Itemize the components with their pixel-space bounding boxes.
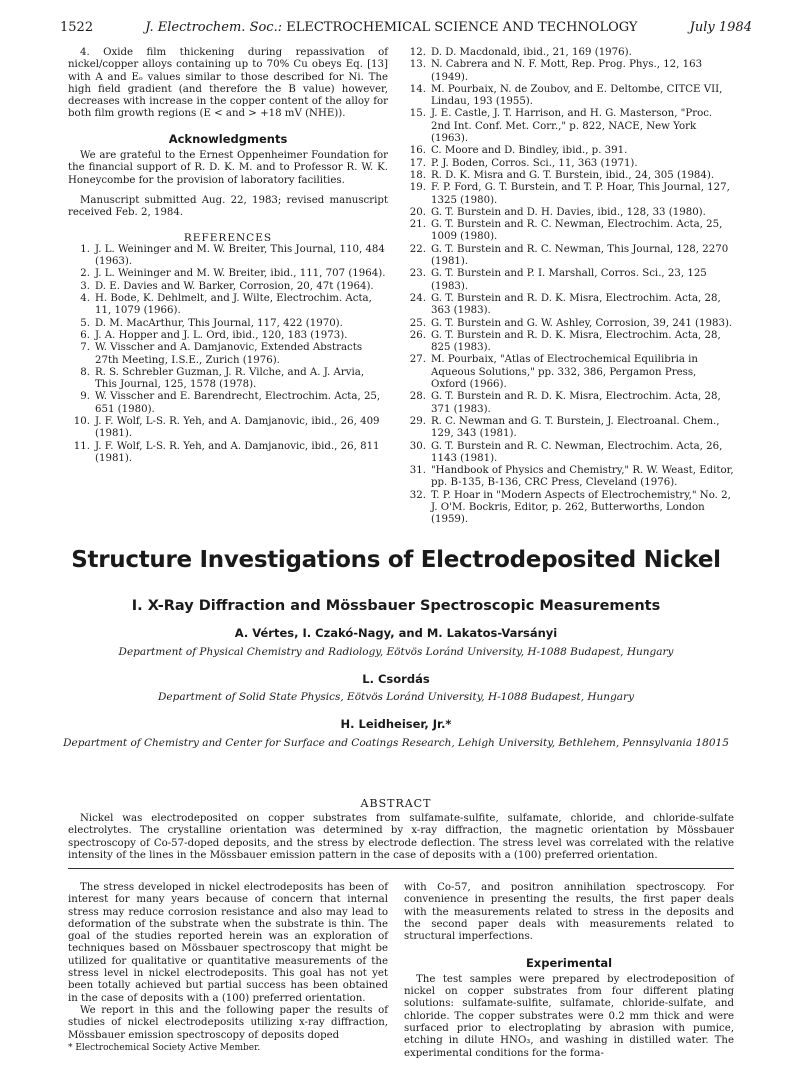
reference-text: G. T. Burstein and R. D. K. Misra, Electrochim. Acta, 28, 825 (1983). [431, 329, 721, 354]
reference-number: 23. [409, 268, 426, 280]
reference-item [68, 342, 388, 367]
reference-number: 15. [409, 108, 426, 120]
reference-item [68, 244, 388, 269]
affiliation-3: Department of Chemistry and Center for Surface and Coatings Research, Lehigh University, Bethlehem, Pennsylvania 18015 [63, 737, 729, 749]
references-list-right [404, 47, 734, 527]
reference-text: G. T. Burstein and P. I. Marshall, Corros. Sci., 23, 125 (1983). [431, 268, 707, 292]
reference-number: 13. [409, 59, 426, 71]
reference-number: 27. [409, 354, 426, 366]
reference-item [404, 182, 734, 207]
conclusion-paragraph: 4. Oxide film thickening during repassivation of nickel/copper alloys containing up to 70% Cu obeys Eq. [13] with A and Eₒ values similar to those described for Ni. The high field gradient (and therefore the B value) however, decreases with increase in the copper content of the alloy for both film growth regions (E < and > +18 mV (NHE)). [68, 47, 388, 120]
reference-text: G. T. Burstein and R. C. Newman, Electrochim. Acta, 26, 1143 (1981). [431, 440, 723, 464]
reference-text: R. C. Newman and G. T. Burstein, J. Electroanal. Chem., 129, 343 (1981). [431, 415, 720, 440]
reference-number: 20. [409, 206, 426, 218]
reference-text: J. L. Weininger and M. W. Breiter, This Journal, 110, 484 (1963). [95, 243, 385, 268]
affiliation-2: Department of Solid State Physics, Eötvös Loránd University, H-1088 Budapest, Hungary [157, 691, 635, 703]
reference-number: 25. [409, 317, 426, 329]
journal-name: J. Electrochem. Soc.: ELECTROCHEMICAL SCIENCE AND TECHNOLOGY [145, 20, 638, 35]
reference-number: 14. [409, 83, 426, 95]
reference-item [404, 170, 734, 182]
reference-item [404, 59, 734, 84]
reference-text: W. Visscher and E. Barendrecht, Electrochim. Acta, 25, 651 (1980). [95, 391, 381, 415]
reference-number: 4. [80, 293, 90, 305]
reference-text: H. Bode, K. Dehlmelt, and J. Wilte, Electrochim. Acta, 11, 1079 (1966). [95, 293, 372, 317]
reference-item [404, 293, 734, 318]
reference-text: T. P. Hoar in "Modern Aspects of Electrochemistry," No. 2, J. O'M. Bockris, Editor, p. 262, Butterworths, London (1959). [431, 489, 731, 526]
article-title: Structure Investigations of Electrodeposited Nickel [71, 547, 721, 573]
reference-item [68, 367, 388, 392]
reference-text: G. T. Burstein and R. C. Newman, Electrochim. Acta, 25, 1009 (1980). [431, 219, 723, 243]
reference-text: D. D. Macdonald, ibid., 21, 169 (1976). [431, 47, 632, 58]
reference-text: G. T. Burstein and G. W. Ashley, Corrosion, 39, 241 (1983). [431, 317, 733, 329]
reference-item [404, 219, 734, 244]
authors-line-3: H. Leidheiser, Jr.* [340, 717, 452, 731]
reference-item [404, 158, 734, 170]
reference-text: M. Pourbaix, N. de Zoubov, and E. Deltombe, CITCE VII, Lindau, 193 (1955). [431, 83, 723, 108]
reference-item [404, 465, 734, 490]
reference-item [68, 281, 388, 293]
reference-number: 28. [409, 391, 426, 403]
reference-text: J. F. Wolf, L-S. R. Yeh, and A. Damjanovic, ibid., 26, 811 (1981). [95, 440, 380, 464]
reference-number: 8. [80, 366, 90, 378]
reference-number: 24. [409, 292, 426, 304]
article-subtitle: I. X-Ray Diffraction and Mössbauer Spectroscopic Measurements [131, 598, 661, 614]
reference-number: 5. [80, 317, 90, 329]
reference-item [404, 47, 734, 59]
abstract-text: Nickel was electrodeposited on copper substrates from sulfamate-sulfite, sulfamate, chloride, and chloride-sulfate electrolytes. The crystalline orientation was determined by x-ray diffraction, the magnetic orientation by Mössbauer spectroscopy of Co-57-doped deposits, and the stress by electrode deflection. The stress level was correlated with the relative intensity of the lines in the Mössbauer emission pattern in the case of deposits with a (100) preferred orientation. [68, 813, 734, 861]
abstract-divider [68, 868, 734, 869]
affiliation-1: Department of Physical Chemistry and Radiology, Eötvös Loránd University, H-1088 Budapest, Hungary [118, 646, 674, 658]
reference-number: 11. [73, 440, 90, 452]
reference-item [68, 268, 388, 280]
acknowledgments-text: We are grateful to the Ernest Oppenheimer Foundation for the financial support of R. D. K. M. and to Professor R. W. K. Honeycombe for the provision of laboratory facilities. [68, 150, 388, 186]
reference-item [404, 441, 734, 466]
reference-text: G. T. Burstein and R. C. Newman, This Journal, 128, 2270 (1981). [431, 243, 729, 268]
reference-number: 30. [409, 440, 426, 452]
manuscript-note: Manuscript submitted Aug. 22, 1983; revised manuscript received Feb. 2, 1984. [68, 194, 388, 219]
reference-item [404, 207, 734, 219]
reference-text: P. J. Boden, Corros. Sci., 11, 363 (1971). [431, 157, 638, 169]
reference-number: 6. [80, 329, 90, 341]
reference-text: G. T. Burstein and R. D. K. Misra, Electrochim. Acta, 28, 371 (1983). [431, 391, 721, 415]
reference-item [68, 416, 388, 441]
reference-item [404, 268, 734, 293]
page-number: 1522 [60, 20, 94, 35]
body-right-column [404, 882, 734, 1060]
reference-number: 7. [80, 342, 90, 354]
reference-number: 2. [80, 268, 90, 280]
reference-number: 10. [73, 416, 90, 428]
body-left-column [68, 882, 388, 1054]
reference-number: 12. [409, 47, 426, 58]
authors-line-1: A. Vértes, I. Czakó-Nagy, and M. Lakatos-Varsányi [234, 626, 558, 640]
reference-item [404, 490, 734, 527]
experimental-paragraph: The test samples were prepared by electrodeposition of nickel on copper substrates from four different plating solutions: sulfamate-sulfite, sulfamate, chloride-sulfate, and chloride. The copper substrates were 0.2 mm thick and were surfaced prior to electroplating by abrasion with pumice, etching in dilute HNO₃, and washing in distilled water. The experimental conditions for the forma- [404, 973, 734, 1059]
reference-item [68, 441, 388, 466]
reference-item [68, 330, 388, 342]
reference-text: F. P. Ford, G. T. Burstein, and T. P. Hoar, This Journal, 127, 1325 (1980). [431, 182, 730, 206]
reference-text: J. L. Weininger and M. W. Breiter, ibid., 111, 707 (1964). [95, 268, 386, 280]
reference-text: D. M. MacArthur, This Journal, 117, 422 (1970). [95, 317, 343, 329]
reference-text: "Handbook of Physics and Chemistry," R. W. Weast, Editor, pp. B-135, B-136, CRC Press, Cleveland (1976). [431, 465, 734, 489]
reference-item [404, 108, 734, 145]
abstract-heading: ABSTRACT [360, 797, 432, 810]
reference-text: G. T. Burstein and R. D. K. Misra, Electrochim. Acta, 28, 363 (1983). [431, 292, 721, 317]
references-list-left [68, 244, 388, 465]
reference-text: R. S. Schrebler Guzman, J. R. Vilche, and A. J. Arvia, This Journal, 125, 1578 (1978). [95, 366, 365, 391]
reference-item [404, 354, 734, 391]
acknowledgments-heading: Acknowledgments [168, 131, 288, 146]
reference-number: 1. [80, 243, 90, 255]
reference-item [68, 391, 388, 416]
reference-number: 18. [409, 169, 426, 181]
reference-number: 16. [409, 145, 426, 157]
experimental-heading: Experimental [525, 956, 613, 971]
reference-item [68, 293, 388, 318]
reference-text: J. A. Hopper and J. L. Ord, ibid., 120, 183 (1973). [95, 329, 348, 341]
reference-number: 22. [409, 243, 426, 255]
reference-item [404, 244, 734, 269]
reference-number: 31. [409, 465, 426, 477]
reference-text: M. Pourbaix, "Atlas of Electrochemical Equilibria in Aqueous Solutions," pp. 332, 386, Pergamon Press, Oxford (1966). [431, 354, 698, 391]
intro-paragraph-2: We report in this and the following paper the results of studies of nickel electrodeposits utilizing x-ray diffraction, Mössbauer emission spectroscopy of deposits doped [68, 1004, 388, 1041]
authors-line-2: L. Csordás [362, 672, 430, 686]
reference-number: 19. [409, 182, 426, 194]
reference-item [68, 318, 388, 330]
reference-number: 32. [409, 489, 426, 501]
reference-text: R. D. K. Misra and G. T. Burstein, ibid., 24, 305 (1984). [431, 169, 715, 181]
reference-item [404, 416, 734, 441]
reference-text: D. E. Davies and W. Barker, Corrosion, 20, 47t (1964). [95, 280, 374, 292]
footnote: * Electrochemical Society Active Member. [68, 1042, 261, 1053]
reference-number: 9. [80, 391, 90, 403]
reference-text: C. Moore and D. Bindley, ibid., p. 391. [431, 145, 628, 157]
reference-number: 26. [409, 329, 426, 341]
reference-number: 3. [80, 280, 90, 292]
reference-number: 21. [409, 219, 426, 231]
upper-right-column [404, 47, 734, 527]
reference-item [404, 145, 734, 157]
running-header [60, 20, 752, 40]
reference-item [404, 330, 734, 355]
issue-date: July 1984 [689, 20, 752, 35]
reference-item [404, 391, 734, 416]
reference-text: W. Visscher and A. Damjanovic, Extended Abstracts 27th Meeting, I.S.E., Zurich (1976). [95, 342, 363, 366]
references-heading: REFERENCES [183, 231, 273, 244]
reference-text: N. Cabrera and N. F. Mott, Rep. Prog. Phys., 12, 163 (1949). [431, 59, 703, 83]
reference-item [404, 84, 734, 109]
reference-text: J. E. Castle, J. T. Harrison, and H. G. Masterson, "Proc. 2nd Int. Conf. Met. Corr.," p. 822, NACE, New York (1963). [431, 108, 713, 145]
intro-paragraph-1: The stress developed in nickel electrodeposits has been of interest for many years because of concern that internal stress may reduce corrosion resistance and also may lead to deformation of the substrate when the substrate is thin. The goal of the studies reported herein was an exploration of techniques based on Mössbauer spectroscopy that might be utilized for qualitative or quantitative measurements of the stress level in nickel electrodeposits. This goal has not yet been totally achieved but partial success has been obtained in the case of deposits with a (100) preferred orientation. [68, 882, 388, 1004]
reference-text: G. T. Burstein and D. H. Davies, ibid., 128, 33 (1980). [431, 206, 706, 218]
upper-left-column [68, 47, 388, 465]
intro-paragraph-continued: with Co-57, and positron annihilation spectroscopy. For convenience in presenting the results, the first paper deals with the measurements related to stress in the deposits and the second paper deals with measurements related to structural imperfections. [404, 882, 734, 943]
reference-text: J. F. Wolf, L-S. R. Yeh, and A. Damjanovic, ibid., 26, 409 (1981). [95, 416, 380, 440]
reference-number: 29. [409, 415, 426, 427]
reference-number: 17. [409, 157, 426, 169]
reference-item [404, 318, 734, 330]
